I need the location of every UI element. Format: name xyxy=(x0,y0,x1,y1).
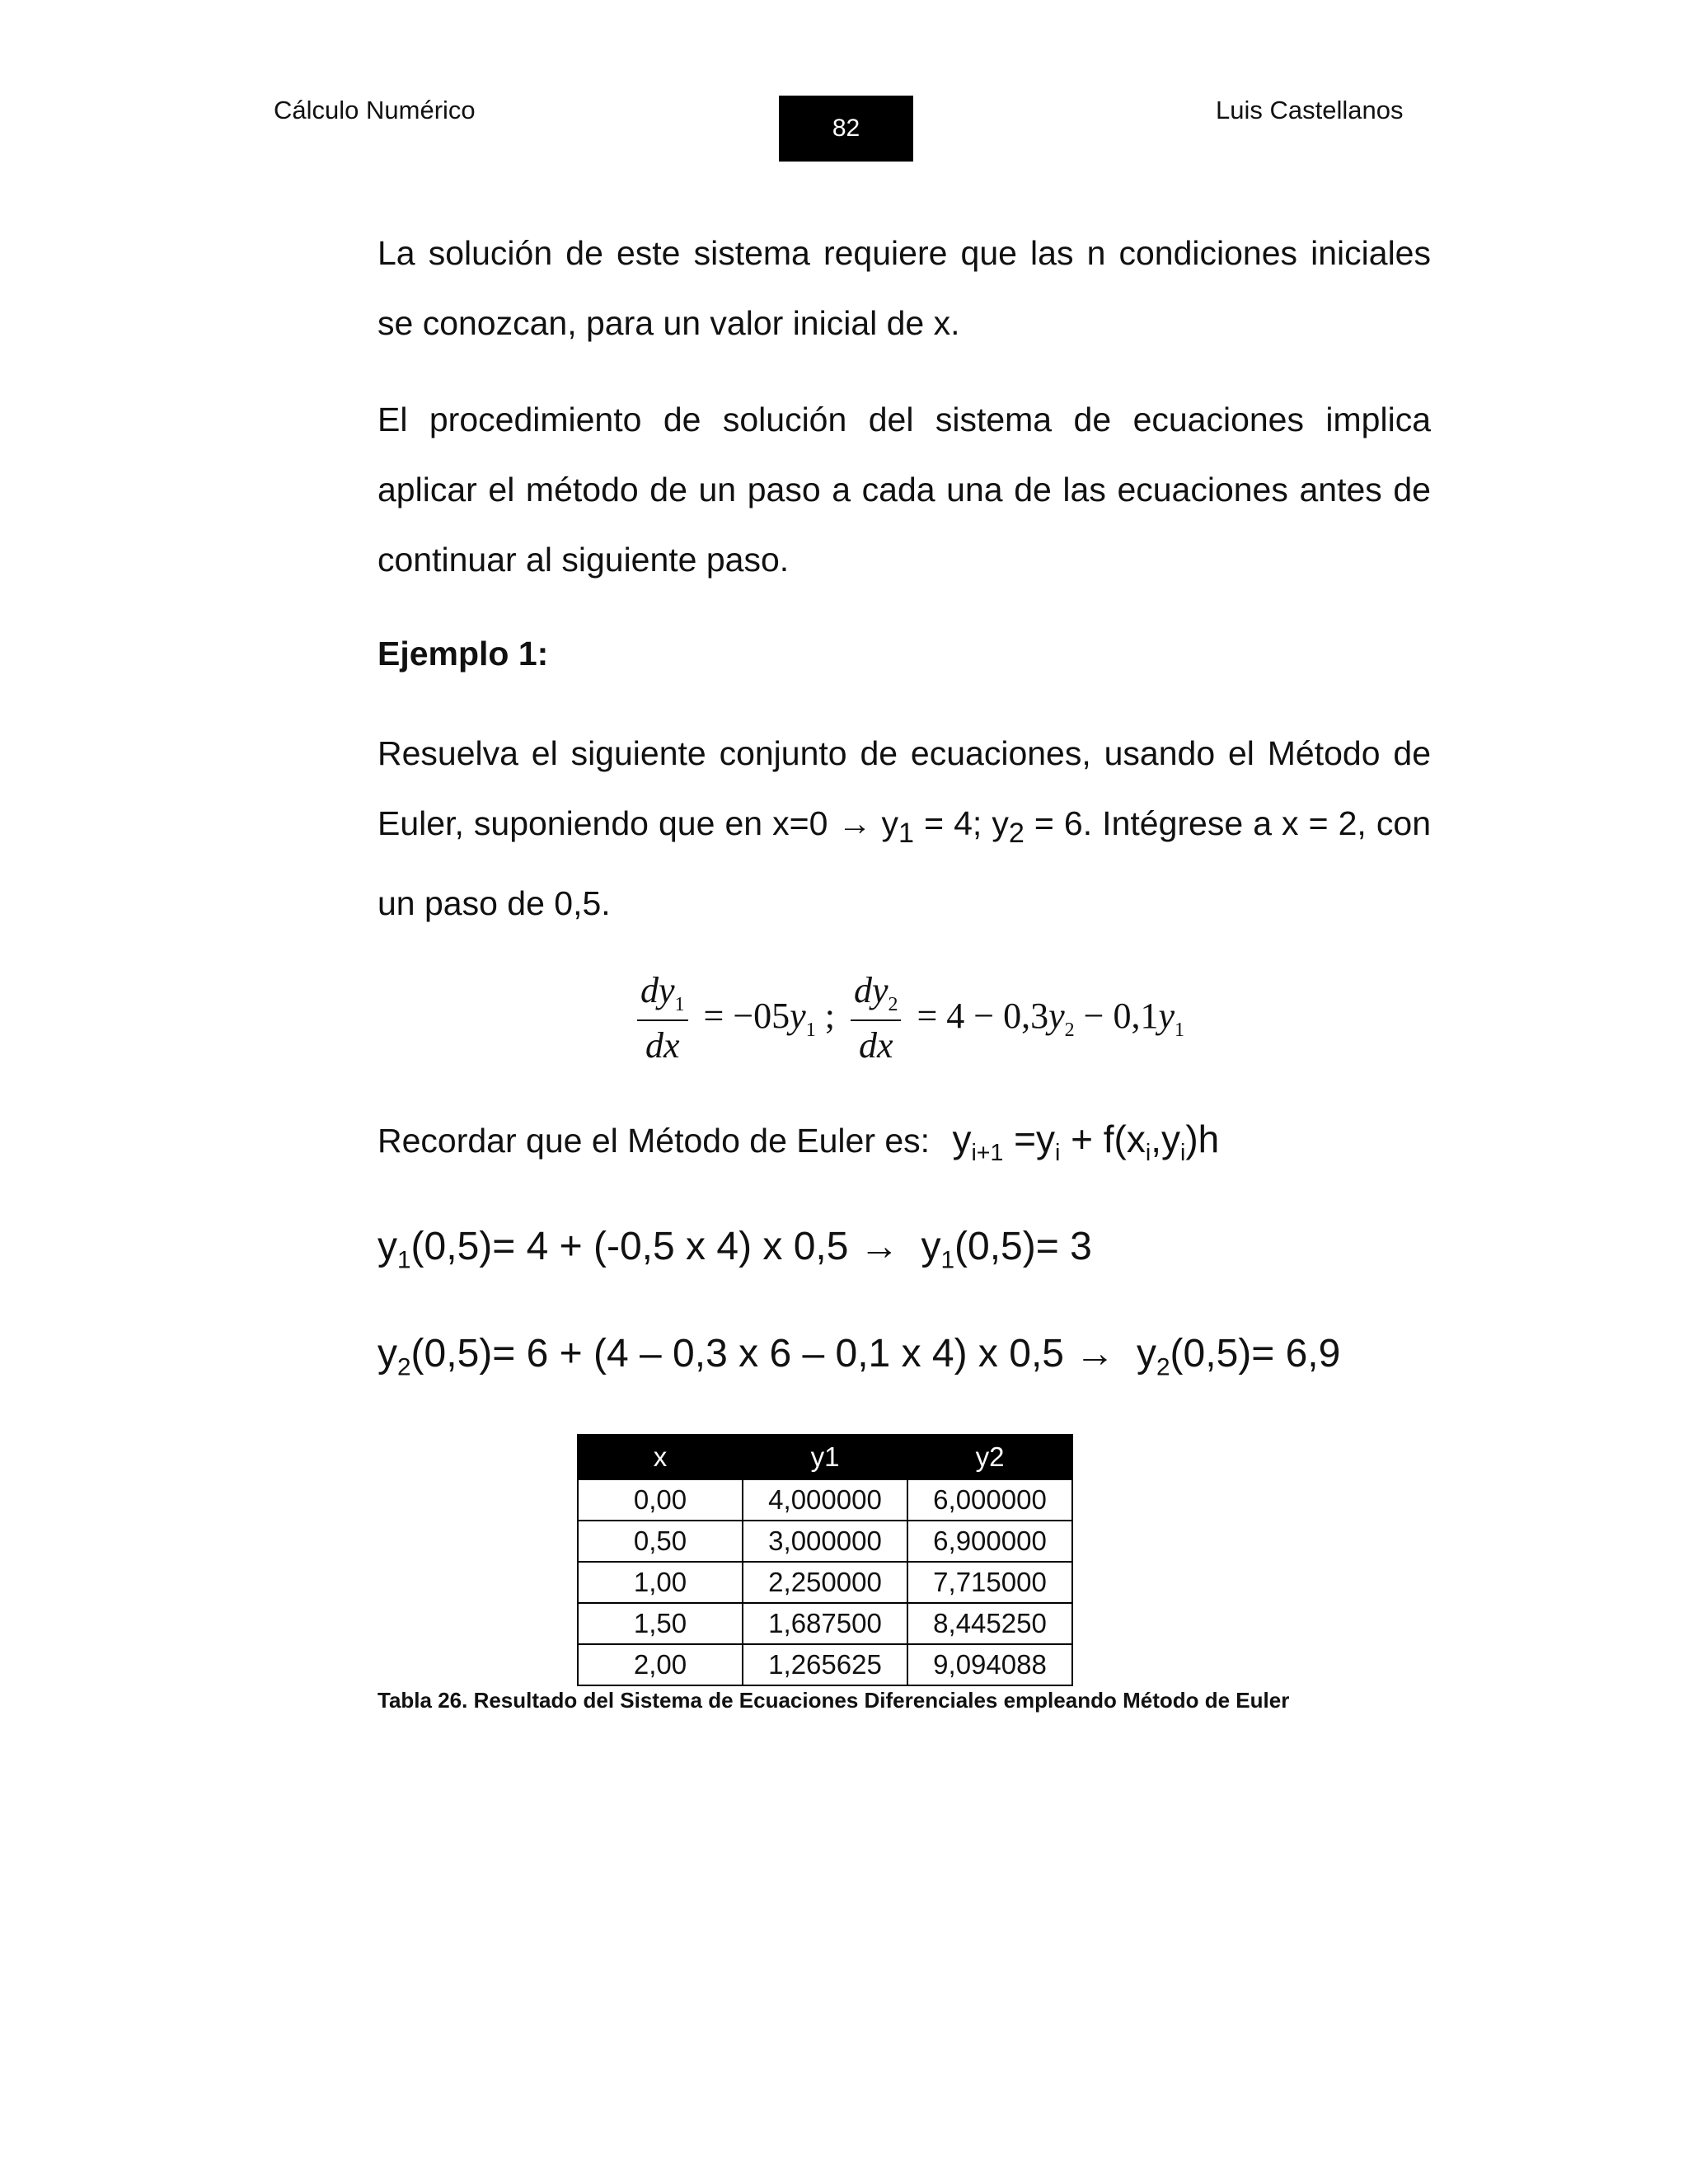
column-header-x: x xyxy=(578,1435,743,1479)
table-cell: 6,000000 xyxy=(907,1479,1072,1521)
table-row xyxy=(578,1479,1072,1521)
paragraph-problem-statement xyxy=(377,719,1431,939)
example-heading: Ejemplo 1: xyxy=(377,635,549,673)
results-table xyxy=(577,1434,1073,1686)
header-author: Luis Castellanos xyxy=(1216,96,1404,124)
page-number-badge xyxy=(779,96,913,162)
paragraph-line: se conozcan, para un valor inicial de x. xyxy=(377,304,960,342)
column-header-y1: y1 xyxy=(743,1435,907,1479)
table-row xyxy=(578,1603,1072,1644)
paragraph-line: un paso de 0,5. xyxy=(377,884,611,923)
table-cell: 7,715000 xyxy=(907,1562,1072,1603)
table-cell: 2,00 xyxy=(578,1644,743,1685)
arrow-icon: → xyxy=(1075,1332,1115,1376)
paragraph-initial-conditions xyxy=(377,218,1431,359)
euler-formula: $y_{i+1} =y_i + f(x_i,y_i)h$ xyxy=(952,1118,1220,1167)
table-cell: 1,687500 xyxy=(743,1603,907,1644)
column-header-y2: y2 xyxy=(907,1435,1072,1479)
table-cell: 9,094088 xyxy=(907,1644,1072,1685)
table-cell: 1,265625 xyxy=(743,1644,907,1685)
table-cell: 8,445250 xyxy=(907,1603,1072,1644)
table-header-row xyxy=(578,1435,1072,1479)
equation-rhs-1: = $-05y_1$ ; xyxy=(694,995,844,1041)
table-row xyxy=(578,1521,1072,1562)
calculation-y2: $y_2(0,5)= 6 + (4 - 0,3$ x 6 – 0,1 x 4) x $0,5 \to y_2(0,5)= 6,9$ xyxy=(377,1332,1341,1381)
paragraph-line: Resuelva el siguiente conjunto de ecuaciones, usando el Método de xyxy=(377,734,1431,772)
equation-rhs-2: = $4 - 0,3y_2 - 0,1y_1$ xyxy=(907,995,1184,1041)
calculation-y1: $y_1(0,5)= 4 + (-0,5$ x 4) x $0,5 \to y_1(0,5)= 3$ xyxy=(377,1225,1092,1274)
fraction-dy2-dx: $\frac{dy_2}{dx}$ xyxy=(851,969,902,1066)
table-cell: 1,50 xyxy=(578,1603,743,1644)
paragraph-line-initial-values: Euler, suponiendo que en $x=0 \to y_1 = 4$; $y_2 = 6$. Intégrese a x = 2, con xyxy=(377,804,1431,850)
table-cell: 4,000000 xyxy=(743,1479,907,1521)
header-left-title: Cálculo Numérico xyxy=(274,96,476,124)
page-number: 82 xyxy=(832,115,860,142)
differential-equations xyxy=(631,964,1184,1071)
table-cell: 6,900000 xyxy=(907,1521,1072,1562)
table-cell: 0,50 xyxy=(578,1521,743,1562)
fraction-dy1-dx: $\frac{dy_1}{dx}$ xyxy=(637,969,688,1066)
table-caption: Tabla 26. Resultado del Sistema de Ecuaciones Diferenciales empleando Método de Euler xyxy=(377,1688,1290,1713)
table-cell: 0,00 xyxy=(578,1479,743,1521)
paragraph-line: El procedimiento de solución del sistema de ecuaciones implica xyxy=(377,401,1431,438)
arrow-icon: → xyxy=(837,804,872,842)
table-cell: 1,00 xyxy=(578,1562,743,1603)
table-cell: 2,250000 xyxy=(743,1562,907,1603)
euler-method-recall: Recordar que el Método de Euler es: $y_{i+1} =y_i + f(x_i,y_i)h$ xyxy=(377,1118,1220,1167)
paragraph-line: aplicar el método de un paso a cada una de las ecuaciones antes de xyxy=(377,471,1431,509)
table-row xyxy=(578,1644,1072,1685)
paragraph-line: continuar al siguiente paso. xyxy=(377,541,790,579)
paragraph-line: La solución de este sistema requiere que las n condiciones iniciales xyxy=(377,234,1431,272)
arrow-icon: → xyxy=(859,1225,899,1268)
table-row xyxy=(578,1562,1072,1603)
paragraph-procedure xyxy=(377,385,1431,595)
table-cell: 3,000000 xyxy=(743,1521,907,1562)
